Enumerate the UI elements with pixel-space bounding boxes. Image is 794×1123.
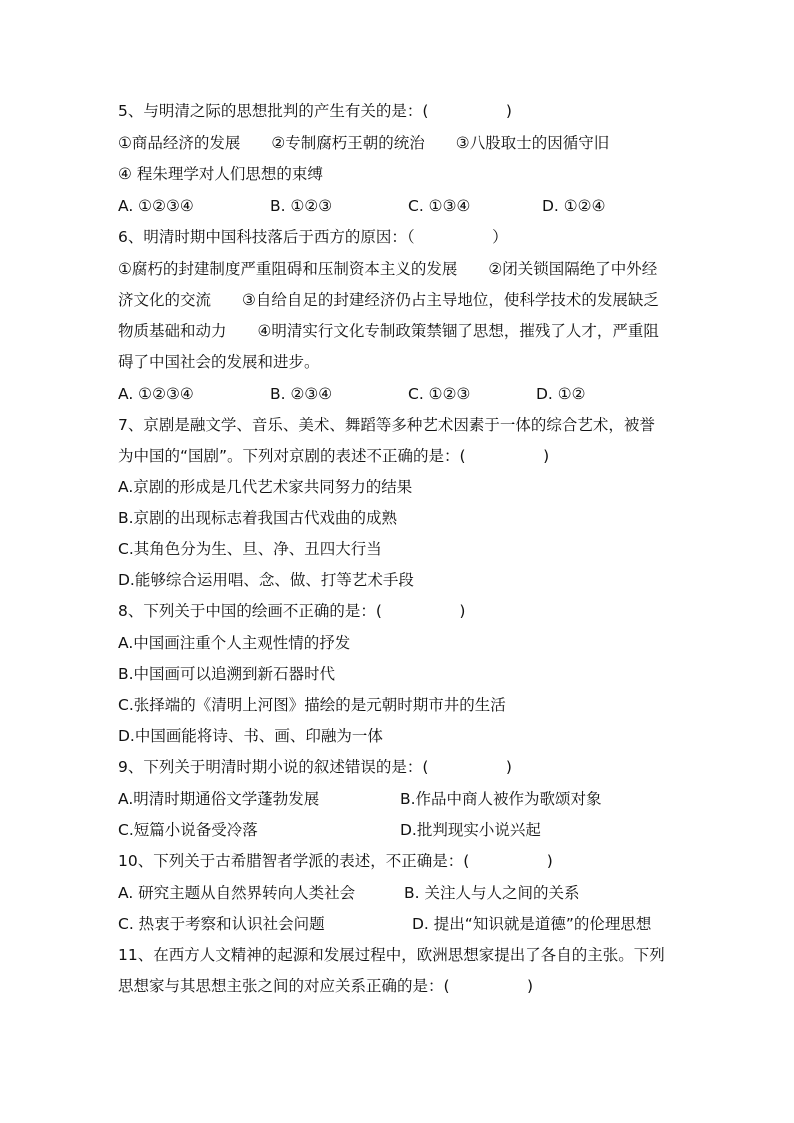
q6-option-d: D. ①②: [536, 385, 586, 403]
q8-option-d: D.中国画能将诗、书、画、印融为一体: [118, 727, 383, 745]
q8-option-b: B.中国画可以追溯到新石器时代: [118, 665, 336, 683]
q10-stem: 10、下列关于古希腊智者学派的表述，不正确是：( ): [118, 852, 553, 870]
q9-option-c: C.短篇小说备受冷落: [118, 821, 258, 839]
q7-option-c: C.其角色分为生、旦、净、丑四大行当: [118, 540, 382, 558]
q5-option-d: D. ①②④: [542, 197, 606, 215]
q9-option-a: A.明清时期通俗文学蓬勃发展: [118, 790, 320, 808]
q6-stem: 6、明清时期中国科技落后于西方的原因：（ ）: [118, 228, 508, 246]
q11-stem-line2: 思想家与其思想主张之间的对应关系正确的是：( ): [118, 977, 534, 995]
q5-stem: 5、与明清之际的思想批判的产生有关的是：( ): [118, 102, 512, 120]
q7-stem-line1: 7、京剧是融文学、音乐、美术、舞蹈等多种艺术因素于一体的综合艺术，被誉: [118, 416, 655, 434]
q7-option-d: D.能够综合运用唱、念、做、打等艺术手段: [118, 571, 414, 589]
q5-items-line2: ④ 程朱理学对人们思想的束缚: [118, 165, 323, 183]
q7-stem-line2: 为中国的“国剧”。下列对京剧的表述不正确的是：( ): [118, 447, 550, 465]
q6-option-a: A. ①②③④: [118, 385, 194, 403]
q10-option-b: B. 关注人与人之间的关系: [404, 884, 580, 902]
q6-text-line3: 物质基础和动力 ④明清实行文化专制政策禁锢了思想，摧残了人才，严重阻: [118, 322, 659, 340]
q5-items-line1: ①商品经济的发展 ②专制腐朽王朝的统治 ③八股取士的因循守旧: [118, 134, 610, 152]
q8-option-a: A.中国画注重个人主观性情的抒发: [118, 634, 351, 652]
q6-option-b: B. ②③④: [270, 385, 333, 403]
q5-option-c: C. ①③④: [408, 197, 471, 215]
q10-option-d: D. 提出“知识就是道德”的伦理思想: [412, 915, 652, 933]
q5-option-a: A. ①②③④: [118, 197, 194, 215]
q6-text-line2: 济文化的交流 ③自给自足的封建经济仍占主导地位，使科学技术的发展缺乏: [118, 291, 659, 309]
q11-stem-line1: 11、在西方人文精神的起源和发展过程中，欧洲思想家提出了各自的主张。下列: [118, 946, 665, 964]
q9-stem: 9、下列关于明清时期小说的叙述错误的是：( ): [118, 758, 512, 776]
q10-option-c: C. 热衷于考察和认识社会问题: [118, 915, 325, 933]
q8-stem: 8、下列关于中国的绘画不正确的是：( ): [118, 602, 466, 620]
q10-option-a: A. 研究主题从自然界转向人类社会: [118, 884, 356, 902]
q7-option-a: A.京剧的形成是几代艺术家共同努力的结果: [118, 478, 413, 496]
q5-option-b: B. ①②③: [270, 197, 333, 215]
q6-text-line4: 碍了中国社会的发展和进步。: [118, 353, 320, 371]
q9-option-d: D.批判现实小说兴起: [400, 821, 541, 839]
q8-option-c: C.张择端的《清明上河图》描绘的是元朝时期市井的生活: [118, 696, 506, 714]
q9-option-b: B.作品中商人被作为歌颂对象: [400, 790, 602, 808]
q7-option-b: B.京剧的出现标志着我国古代戏曲的成熟: [118, 509, 398, 527]
q6-option-c: C. ①②③: [408, 385, 471, 403]
q6-text-line1: ①腐朽的封建制度严重阻碍和压制资本主义的发展 ②闭关锁国隔绝了中外经: [118, 260, 658, 278]
